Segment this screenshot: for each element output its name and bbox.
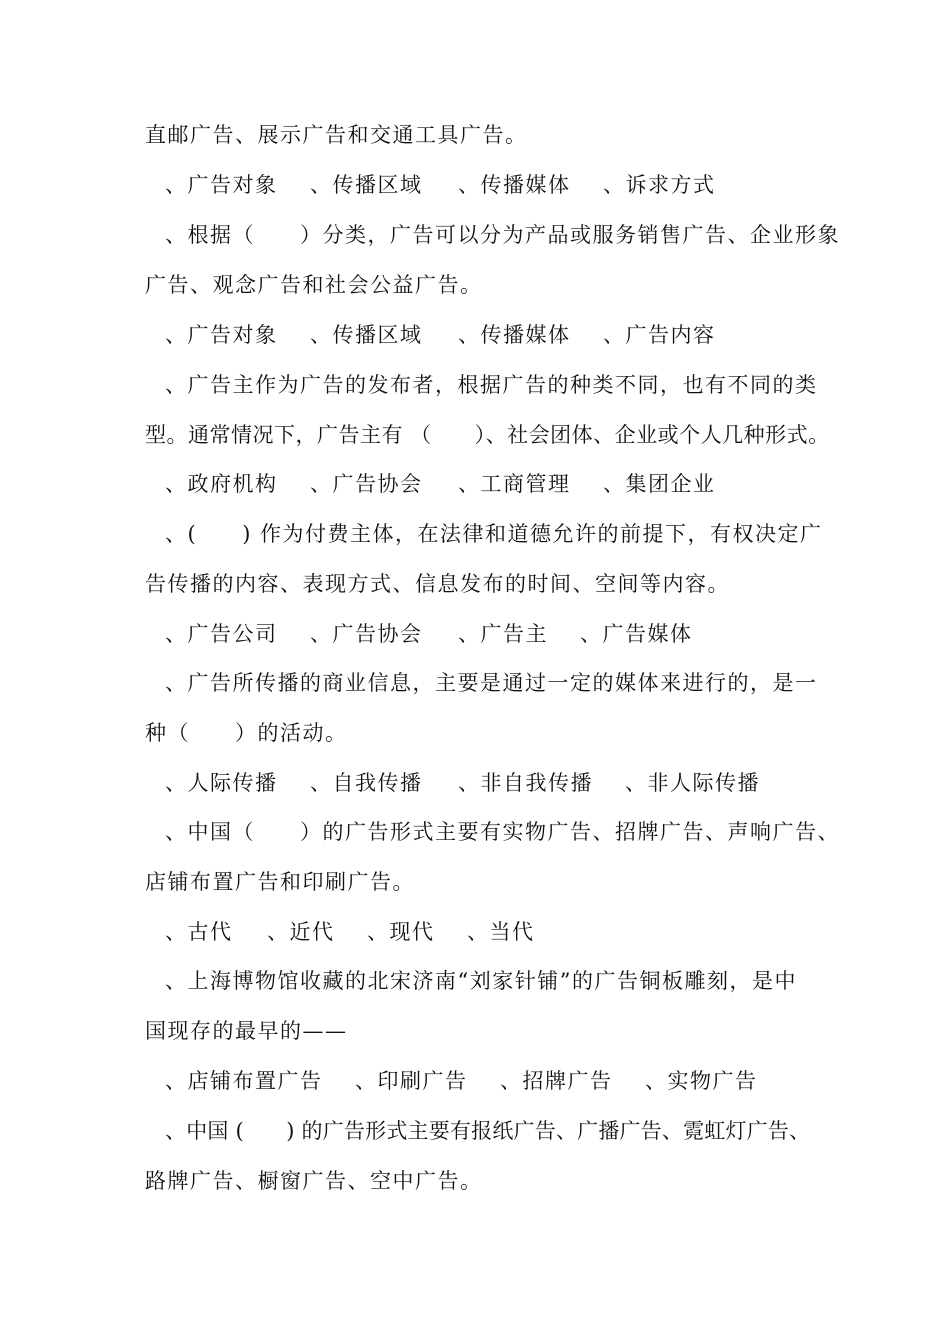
question-line: 、广告主作为广告的发布者，根据广告的种类不同，也有不同的类	[165, 373, 818, 397]
option-b: 、传播区域	[310, 323, 423, 347]
option-d: 、非人际传播	[625, 771, 760, 795]
option-b: 、广告协会	[310, 622, 423, 646]
option-c: 、招牌广告	[500, 1069, 613, 1093]
option-c: 、传播媒体	[458, 323, 571, 347]
option-a: 、广告对象	[165, 173, 278, 197]
option-a: 、古代	[165, 920, 233, 944]
question-line: 、中国 ( ) 的广告形式主要有报纸广告、广播广告、霓虹灯广告、	[165, 1119, 811, 1143]
option-c: 、工商管理	[458, 472, 571, 496]
option-b: 、广告协会	[310, 472, 423, 496]
question-line: 、广告所传播的商业信息，主要是通过一定的媒体来进行的，是一	[165, 671, 818, 695]
option-a: 、广告对象	[165, 323, 278, 347]
option-b: 、印刷广告	[355, 1069, 468, 1093]
text-line: 广告、观念广告和社会公益广告。	[145, 273, 483, 297]
text-line: 国现存的最早的——	[145, 1019, 348, 1043]
option-c: 、现代	[367, 920, 435, 944]
option-a: 、人际传播	[165, 771, 278, 795]
option-d: 、广告内容	[603, 323, 716, 347]
question-line: 、根据（ ）分类，广告可以分为产品或服务销售广告、企业形象	[165, 223, 840, 247]
option-c: 、广告主	[458, 622, 548, 646]
option-b: 、传播区域	[310, 173, 423, 197]
option-a: 、政府机构	[165, 472, 278, 496]
option-a: 、广告公司	[165, 622, 278, 646]
option-d: 、当代	[467, 920, 535, 944]
text-line: 种（ ）的活动。	[145, 721, 348, 745]
option-b: 、近代	[267, 920, 335, 944]
option-d: 、广告媒体	[580, 622, 693, 646]
option-c: 、非自我传播	[458, 771, 593, 795]
text-line: 直邮广告、展示广告和交通工具广告。	[145, 123, 528, 147]
option-b: 、自我传播	[310, 771, 423, 795]
question-line: 、( ) 作为付费主体，在法律和道德允许的前提下，有权决定广	[165, 522, 823, 546]
text-line: 路牌广告、橱窗广告、空中广告。	[145, 1169, 483, 1193]
text-line: 型。通常情况下，广告主有 （ ）、社会团体、企业或个人几种形式。	[145, 423, 830, 447]
option-c: 、传播媒体	[458, 173, 571, 197]
option-d: 、集团企业	[603, 472, 716, 496]
option-a: 、店铺布置广告	[165, 1069, 323, 1093]
question-line: 、上海博物馆收藏的北宋济南“刘家针铺”的广告铜板雕刻，是中	[165, 969, 797, 993]
question-line: 、中国（ ）的广告形式主要有实物广告、招牌广告、声响广告、	[165, 820, 840, 844]
text-line: 告传播的内容、表现方式、信息发布的时间、空间等内容。	[145, 572, 730, 596]
option-d: 、诉求方式	[603, 173, 716, 197]
option-d: 、实物广告	[645, 1069, 758, 1093]
text-line: 店铺布置广告和印刷广告。	[145, 870, 415, 894]
